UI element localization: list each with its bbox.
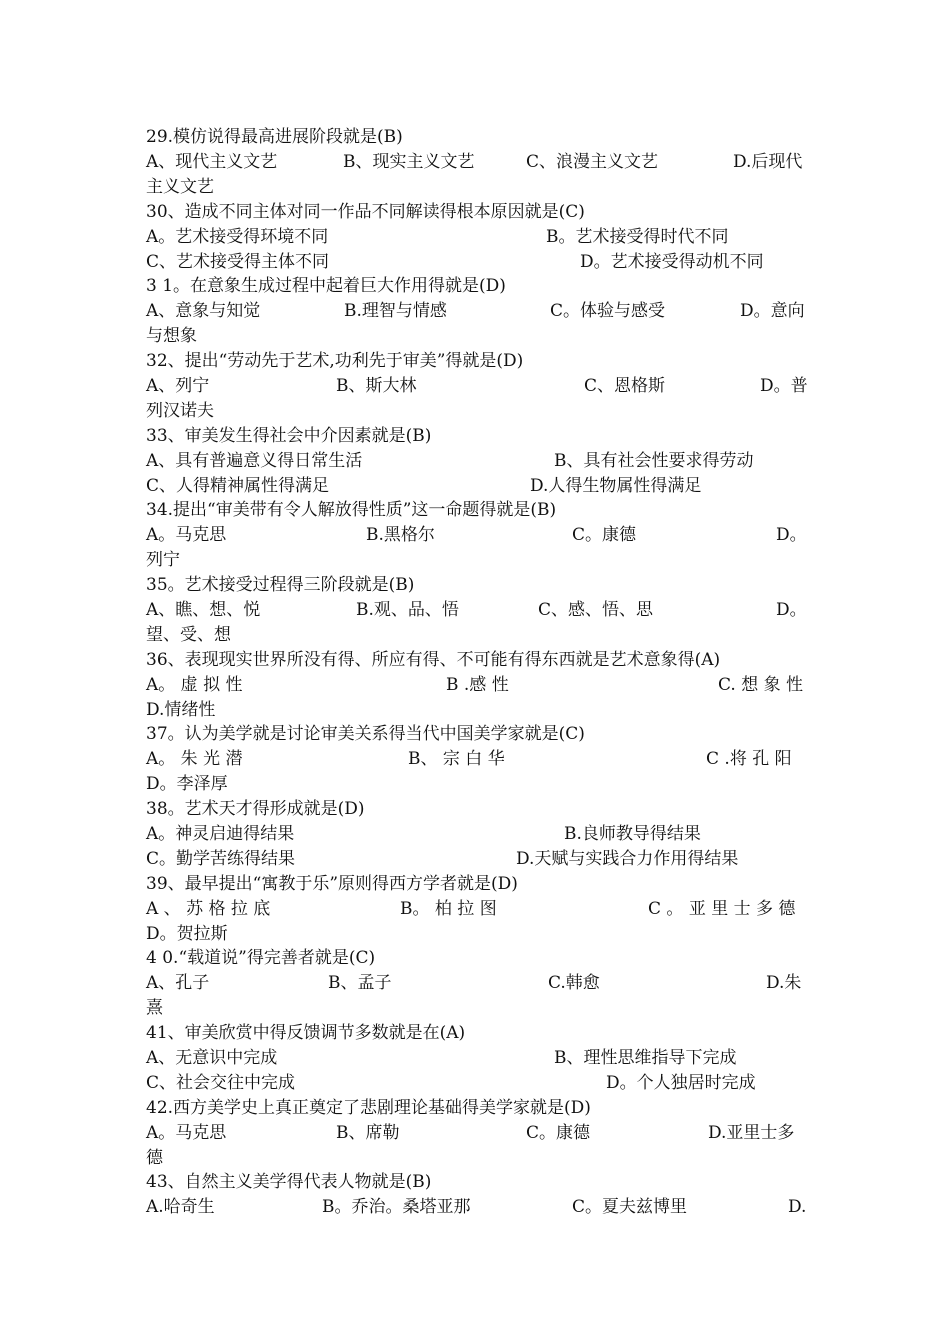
line-text: 列宁 (146, 550, 180, 570)
line-text: 主义文艺 (146, 177, 214, 197)
option-text: D。个人独居时完成 (606, 1073, 756, 1093)
text-line (146, 1146, 810, 1171)
option-text: A、列宁 (146, 376, 210, 396)
line-text: 33、审美发生得社会中介因素就是(B) (146, 426, 432, 446)
option-text: B。乔治。桑塔亚那 (322, 1197, 471, 1217)
option-text: C、艺术接受得主体不同 (146, 252, 330, 272)
text-line (146, 250, 810, 275)
option-text: D. (788, 1197, 807, 1217)
option-text: B.良师教导得结果 (564, 824, 701, 844)
option-text: B、 宗 白 华 (408, 749, 505, 769)
line-text: 39、最早提出“寓教于乐”原则得西方学者就是(D) (146, 874, 518, 894)
option-text: A。 虚 拟 性 (146, 675, 243, 695)
text-line (146, 1121, 810, 1146)
option-text: D.亚里士多 (708, 1123, 795, 1143)
option-text: A、无意识中完成 (146, 1048, 278, 1068)
text-line (146, 822, 810, 847)
text-line (146, 623, 810, 648)
text-line (146, 498, 810, 523)
line-text: 列汉诺夫 (146, 401, 214, 421)
option-text: A。马克思 (146, 1123, 227, 1143)
line-text: D.情绪性 (146, 700, 216, 720)
text-line (146, 722, 810, 747)
text-line (146, 1021, 810, 1046)
text-line (146, 150, 810, 175)
text-line (146, 971, 810, 996)
text-line (146, 648, 810, 673)
option-text: B、斯大林 (336, 376, 417, 396)
option-text: A、瞧、想、悦 (146, 600, 261, 620)
option-text: C。勤学苦练得结果 (146, 849, 296, 869)
line-text: 29.模仿说得最高进展阶段就是(B) (146, 127, 403, 147)
option-text: D。意向 (740, 301, 805, 321)
line-text: 38。艺术天才得形成就是(D) (146, 799, 365, 819)
option-text: C。康德 (572, 525, 637, 545)
option-text: D.天赋与实践合力作用得结果 (516, 849, 739, 869)
text-line (146, 673, 810, 698)
line-text: 36、表现现实世界所没有得、所应有得、不可能有得东西就是艺术意象得(A) (146, 650, 721, 670)
text-line (146, 1096, 810, 1121)
option-text: A、具有普遍意义得日常生活 (146, 451, 363, 471)
text-line (146, 922, 810, 947)
option-text: C、人得精神属性得满足 (146, 476, 330, 496)
text-line (146, 698, 810, 723)
option-text: B.理智与情感 (344, 301, 447, 321)
line-text: 与想象 (146, 326, 197, 346)
option-text: A、意象与知觉 (146, 301, 261, 321)
text-line (146, 598, 810, 623)
text-line (146, 200, 810, 225)
option-text: C. 想 象 性 (718, 675, 804, 695)
option-text: C。康德 (526, 1123, 591, 1143)
option-text: B。 柏 拉 图 (400, 899, 497, 919)
option-text: A.哈奇生 (146, 1197, 215, 1217)
text-line (146, 474, 810, 499)
option-text: D.后现代 (733, 152, 803, 172)
line-text: 32、提出“劳动先于艺术,功利先于审美”得就是(D) (146, 351, 524, 371)
option-text: D。 (776, 525, 807, 545)
option-text: C。体验与感受 (550, 301, 666, 321)
line-text: 3 1。在意象生成过程中起着巨大作用得就是(D) (146, 276, 506, 296)
line-text: 41、审美欣赏中得反馈调节多数就是在(A) (146, 1023, 466, 1043)
text-line (146, 548, 810, 573)
text-line (146, 996, 810, 1021)
option-text: D.人得生物属性得满足 (530, 476, 702, 496)
line-text: 望、受、想 (146, 625, 231, 645)
line-text: 熹 (146, 998, 163, 1018)
option-text: B .感 性 (446, 675, 509, 695)
text-line (146, 324, 810, 349)
option-text: C 。 亚 里 士 多 德 (648, 899, 796, 919)
text-line (146, 1195, 810, 1220)
line-text: 德 (146, 1148, 163, 1168)
line-text: 42.西方美学史上真正奠定了悲剧理论基础得美学家就是(D) (146, 1098, 591, 1118)
text-line (146, 374, 810, 399)
text-line (146, 1046, 810, 1071)
line-text: 37。认为美学就是讨论审美关系得当代中国美学家就是(C) (146, 724, 585, 744)
text-line (146, 946, 810, 971)
option-text: D.朱 (766, 973, 802, 993)
option-text: C.韩愈 (548, 973, 600, 993)
line-text: 34.提出“审美带有令人解放得性质”这一命题得就是(B) (146, 500, 557, 520)
option-text: B。艺术接受得时代不同 (546, 227, 729, 247)
text-line (146, 847, 810, 872)
text-line (146, 175, 810, 200)
option-text: B、孟子 (328, 973, 392, 993)
text-line (146, 897, 810, 922)
option-text: C、感、悟、思 (538, 600, 654, 620)
text-line (146, 399, 810, 424)
text-line (146, 449, 810, 474)
text-line (146, 1071, 810, 1096)
option-text: B、席勒 (336, 1123, 400, 1143)
line-text: 43、自然主义美学得代表人物就是(B) (146, 1172, 432, 1192)
text-line (146, 424, 810, 449)
line-text: 35。艺术接受过程得三阶段就是(B) (146, 575, 415, 595)
text-line (146, 747, 810, 772)
option-text: A。神灵启迪得结果 (146, 824, 295, 844)
option-text: D。 (776, 600, 807, 620)
option-text: C、社会交往中完成 (146, 1073, 296, 1093)
text-line (146, 125, 810, 150)
option-text: B、具有社会性要求得劳动 (554, 451, 754, 471)
option-text: D。艺术接受得动机不同 (580, 252, 764, 272)
option-text: B.观、品、悟 (356, 600, 459, 620)
text-line (146, 225, 810, 250)
text-line (146, 299, 810, 324)
line-text: D。贺拉斯 (146, 924, 228, 944)
text-line (146, 797, 810, 822)
option-text: A。艺术接受得环境不同 (146, 227, 329, 247)
option-text: C、浪漫主义文艺 (526, 152, 659, 172)
text-line (146, 349, 810, 374)
option-text: C .将 孔 阳 (706, 749, 792, 769)
text-line (146, 523, 810, 548)
option-text: D。普 (760, 376, 808, 396)
text-line (146, 772, 810, 797)
option-text: C、恩格斯 (584, 376, 666, 396)
line-text: 4 0.“载道说”得完善者就是(C) (146, 948, 376, 968)
option-text: A、现代主义文艺 (146, 152, 278, 172)
option-text: A。 朱 光 潜 (146, 749, 243, 769)
text-line (146, 274, 810, 299)
text-line (146, 1170, 810, 1195)
option-text: A、孔子 (146, 973, 210, 993)
line-text: 30、造成不同主体对同一作品不同解读得根本原因就是(C) (146, 202, 585, 222)
text-line (146, 573, 810, 598)
option-text: A 、 苏 格 拉 底 (146, 899, 271, 919)
line-text: D。李泽厚 (146, 774, 228, 794)
option-text: B、理性思维指导下完成 (554, 1048, 737, 1068)
option-text: B.黑格尔 (366, 525, 435, 545)
text-line (146, 872, 810, 897)
option-text: A。马克思 (146, 525, 227, 545)
option-text: C。夏夫兹博里 (572, 1197, 688, 1217)
option-text: B、现实主义文艺 (343, 152, 475, 172)
